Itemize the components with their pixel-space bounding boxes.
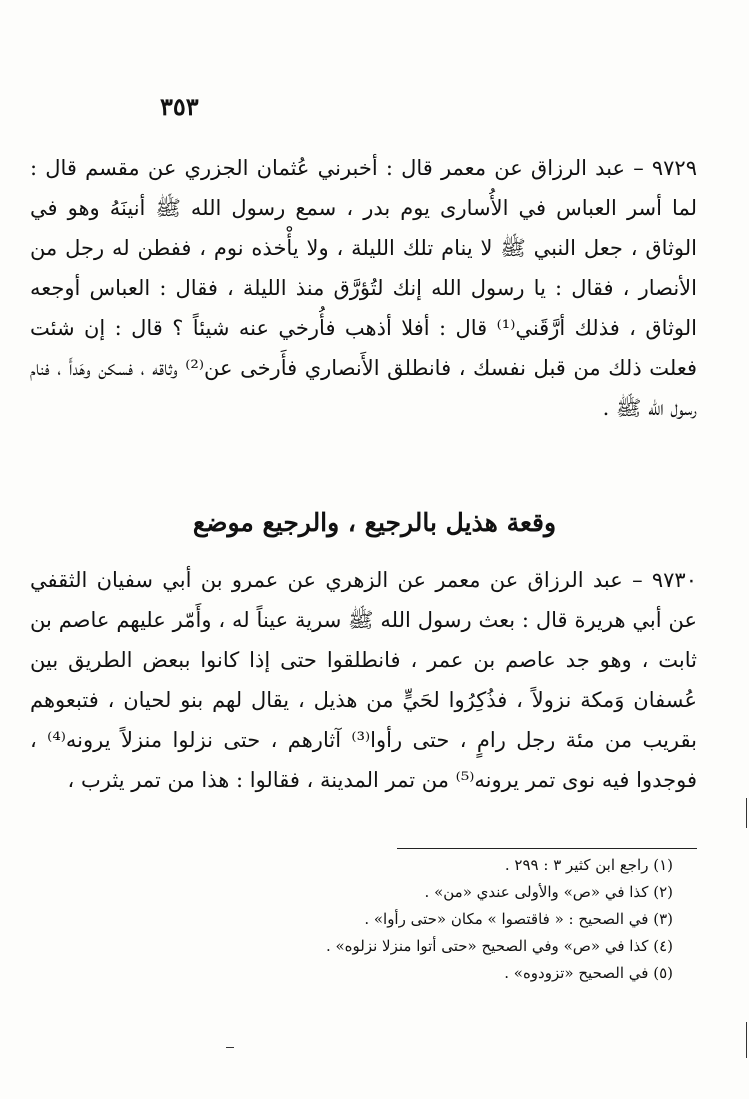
hadith-9730	[30, 560, 697, 800]
footnotes	[73, 852, 673, 987]
hadith-9730-text: ٩٧٣٠ – عبد الرزاق عن معمر عن الزهري عن عمرو بن أبي سفيان الثقفي عن أبي هريرة قال : بعث رسول الله ﷺ سرية عيناً له ، وأَمّر عليهم عاصم بن ثابت ، وهو جد عاصم بن عمر ، فانطلقوا حتى إذا كانوا ببعض الطريق بين عُسفان وَمكة نزولاً ، فذُكِرُوا لحَيٍّ من هذيل ، يقال لهم بنو لحيان ، فتبعوهم بقريب من مئة رجل رامٍ ، حتى رأوا⁽³⁾ آثارهم ، حتى نزلوا منزلاً يرونه⁽⁴⁾ ، فوجدوا فيه نوى تمر يرونه⁽⁵⁾ من تمر المدينة ، فقالوا : هذا من تمر يثرب ،	[30, 568, 697, 792]
scan-edge-mark	[746, 798, 747, 828]
footnote-2: (٢) كذا في «ص» والأولى عندي «من» .	[424, 883, 673, 901]
hadith-9729	[30, 148, 697, 428]
footnote-1: (١) راجع ابن كثير ٣ : ٢٩٩ .	[504, 856, 673, 874]
scan-edge-mark	[746, 1022, 747, 1058]
hadith-9729-text: ٩٧٢٩ – عبد الرزاق عن معمر قال : أخبرني عُثمان الجزري عن مقسم قال : لما أسر العباس في الأُسارى يوم بدر ، سمع رسول الله ﷺ أنينَهُ وهو في الوثاق ، جعل النبي ﷺ لا ينام تلك الليلة ، ولا يأْخذه نوم ، ففطن له رجل من الأنصار ، فقال : يا رسول الله إنك لتُؤرَّق منذ الليلة ، فقال : العباس أوجعه الوثاق ، فذلك أرَّقَني⁽¹⁾ قال : أفلا أذهب فأُرخي عنه شيئاً ؟ قال : إن شئت فعلت ذلك من قبل نفسك ، فانطلق الأَنصاري فأَرخى عن⁽²⁾ وثاقه ، فسكن وهَدأَ ، فنام رسول الله ﷺ .	[30, 156, 697, 420]
page-number: ٣٥٣	[160, 92, 199, 121]
footnote-5: (٥) في الصحيح «تزودوه» .	[504, 964, 673, 982]
footnote-separator	[397, 848, 697, 849]
footnote-4: (٤) كذا في «ص» وفي الصحيح «حتى أتوا منزلا نزلوه» .	[325, 937, 673, 955]
scan-dust-mark	[226, 1047, 234, 1048]
section-heading: وقعة هذيل بالرجيع ، والرجيع موضع	[192, 508, 557, 537]
footnote-3: (٣) في الصحيح : « فاقتصوا » مكان «حتى رأوا» .	[364, 910, 673, 928]
